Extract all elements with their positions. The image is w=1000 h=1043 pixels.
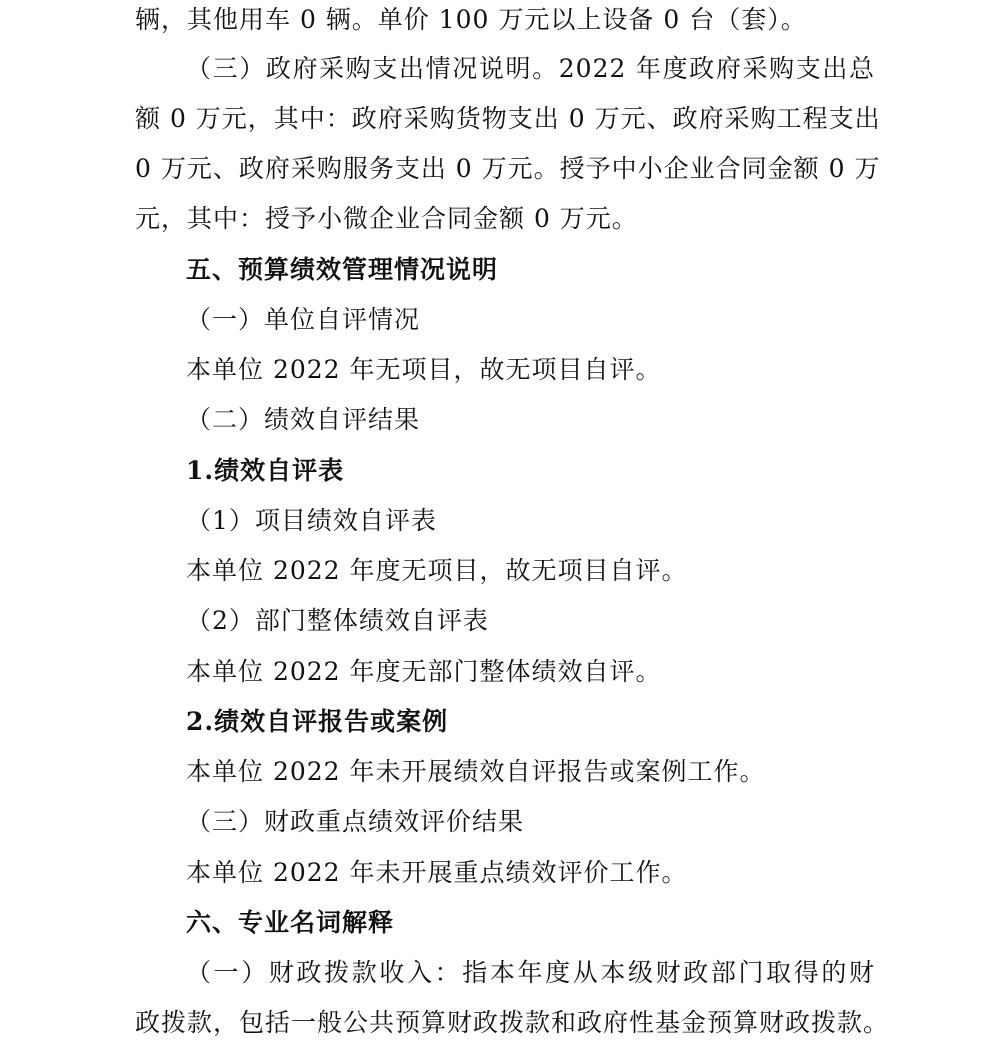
subheading: 2.绩效自评报告或案例 — [186, 707, 449, 736]
item-heading: （1）项目绩效自评表 — [186, 506, 437, 535]
paragraph-line: 本单位 2022 年度无项目，故无项目自评。 — [186, 556, 688, 585]
paragraph-line: （一）财政拨款收入：指本年度从本级财政部门取得的财 — [186, 958, 875, 987]
paragraph-line: 本单位 2022 年无项目，故无项目自评。 — [186, 355, 662, 384]
paragraph-line: 政拨款，包括一般公共预算财政拨款和政府性基金预算财政拨款。 — [135, 1008, 890, 1037]
subheading: 1.绩效自评表 — [186, 456, 345, 485]
paragraph-line: 元，其中：授予小微企业合同金额 0 万元。 — [135, 204, 638, 233]
paragraph-line: 本单位 2022 年未开展重点绩效评价工作。 — [186, 858, 688, 887]
paragraph-line: （三）政府采购支出情况说明。2022 年度政府采购支出总 — [186, 54, 875, 83]
paragraph-line: 本单位 2022 年未开展绩效自评报告或案例工作。 — [186, 757, 766, 786]
section-heading: 五、预算绩效管理情况说明 — [186, 255, 499, 284]
section-heading: 六、专业名词解释 — [186, 908, 395, 937]
subsection-heading: （一）单位自评情况 — [186, 305, 421, 334]
paragraph-line: 辆，其他用车 0 辆。单价 100 万元以上设备 0 台（套）。 — [135, 5, 807, 34]
paragraph-line: 本单位 2022 年度无部门整体绩效自评。 — [186, 657, 662, 686]
paragraph-line: 0 万元、政府采购服务支出 0 万元。授予中小企业合同金额 0 万 — [135, 154, 881, 183]
item-heading: （2）部门整体绩效自评表 — [186, 606, 489, 635]
subsection-heading: （三）财政重点绩效评价结果 — [186, 807, 525, 836]
subsection-heading: （二）绩效自评结果 — [186, 405, 421, 434]
paragraph-line: 额 0 万元，其中：政府采购货物支出 0 万元、政府采购工程支出 — [135, 104, 881, 133]
